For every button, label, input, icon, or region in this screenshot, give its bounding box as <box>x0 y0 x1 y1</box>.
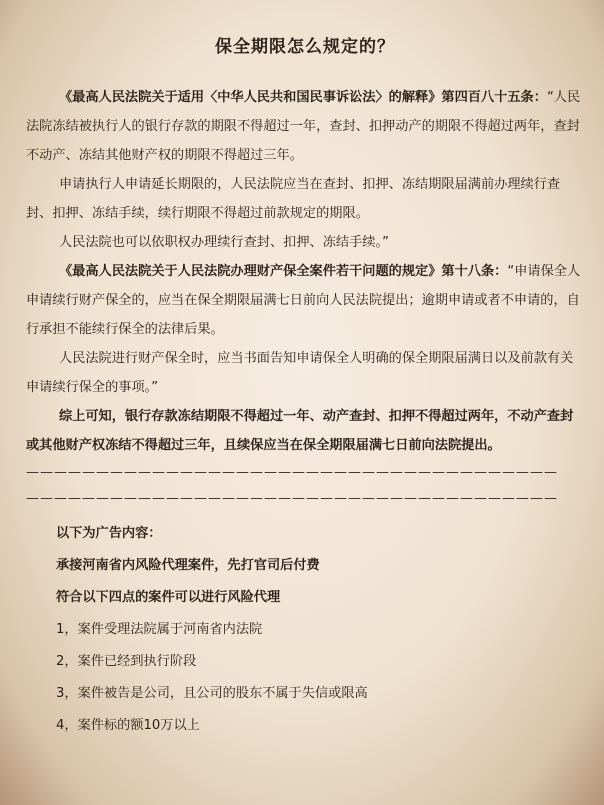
ad-list-item: 4，案件标的额10万以上 <box>56 718 200 733</box>
page-title: 保全期限怎么规定的？ <box>215 37 395 57</box>
divider-line-2: —————————————————————————————————————— <box>26 491 558 506</box>
paragraph-1-text: “人民法院冻结被执行人的银行存款的期限不得超过一年，查封、扣押动产的期限不得超过两年，查封不动产、冻结其他财产权的期限不得超过三年。 <box>26 90 581 163</box>
paragraph-4-text: “申请保全人申请续行财产保全的，应当在保全期限届满七日前向人民法院提出；逾期申请或者不申请的，自行承担不能续行保全的法律后果。 <box>26 264 581 337</box>
divider-line-1: —————————————————————————————————————— <box>26 465 558 480</box>
ad-line-1: 承接河南省内风险代理案件，先打官司后付费 <box>56 558 320 573</box>
ad-heading: 以下为广告内容： <box>56 526 162 541</box>
ad-list-item: 3，案件被告是公司，且公司的股东不属于失信或限高 <box>56 686 368 701</box>
paragraph-5: 人民法院进行财产保全时，应当书面告知申请保全人明确的保全期限届满日以及前款有关申请续行保全的事项。” <box>26 351 574 395</box>
paragraph-2: 申请执行人申请延长期限的，人民法院应当在查封、扣押、冻结期限届满前办理续行查封、扣押、冻结手续，续行期限不得超过前款规定的期限。 <box>26 177 561 221</box>
law-citation-2: 《最高人民法院关于人民法院办理财产保全案件若干问题的规定》第十八条： <box>59 264 508 279</box>
ad-line-2: 符合以下四点的案件可以进行风险代理 <box>56 590 281 605</box>
ad-list-item: 2，案件已经到执行阶段 <box>56 654 197 669</box>
paragraph-3: 人民法院也可以依职权办理续行查封、扣押、冻结手续。” <box>59 235 389 250</box>
law-citation-1: 《最高人民法院关于适用〈中华人民共和国民事诉讼法〉的解释》第四百八十五条： <box>59 90 547 105</box>
paragraph-4 <box>26 257 584 344</box>
summary-paragraph: 综上可知，银行存款冻结期限不得超过一年、动产查封、扣押不得超过两年，不动产查封或其他财产权冻结不得超过三年，且续保应当在保全期限届满七日前向法院提出。 <box>26 409 574 453</box>
paragraph-1 <box>26 83 584 170</box>
ad-list-item: 1，案件受理法院属于河南省内法院 <box>56 622 263 637</box>
